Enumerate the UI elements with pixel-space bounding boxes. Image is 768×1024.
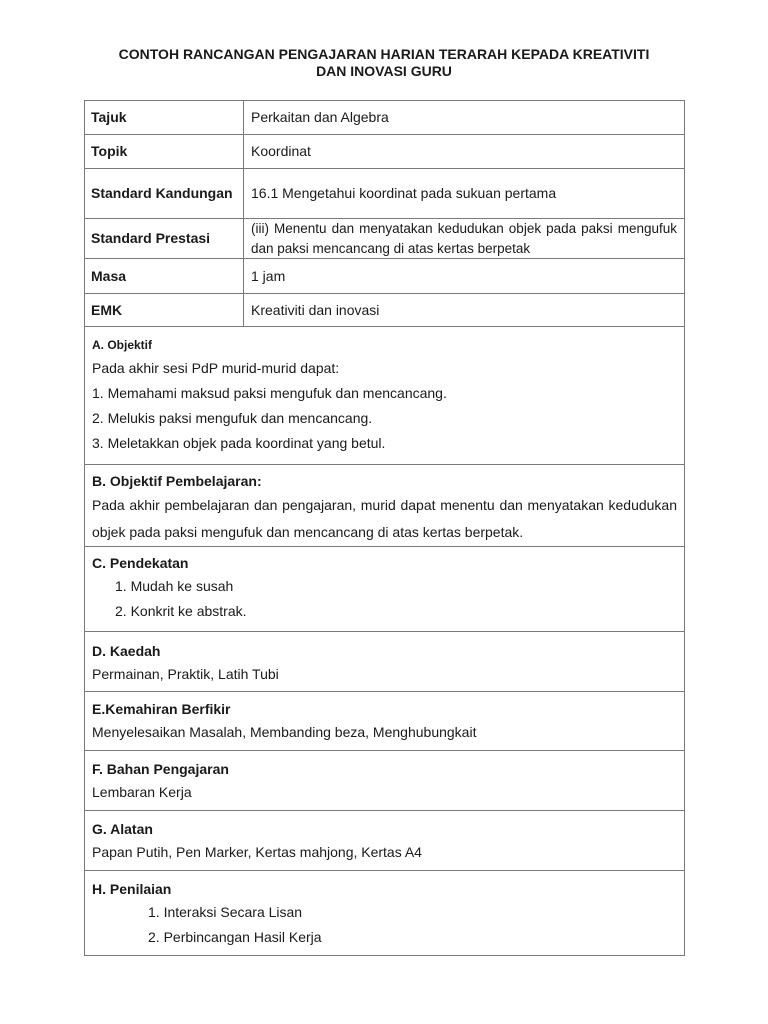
row-tajuk [84,100,685,135]
row-label: Masa [85,259,244,293]
row-topik [84,135,685,169]
section-text: Lembaran Kerja [92,784,192,800]
section-heading: A. Objektif [92,338,153,352]
row-emk [84,294,685,327]
list-item: 1. Memahami maksud paksi mengufuk dan mencancang. [92,385,447,401]
section-text: Papan Putih, Pen Marker, Kertas mahjong, Kertas A4 [92,844,422,860]
section-heading: D. Kaedah [92,643,161,659]
row-standard-kandungan [84,169,685,219]
section-heading: H. Penilaian [92,881,172,897]
section-bahan-pengajaran [84,751,685,811]
section-heading: B. Objektif Pembelajaran: [92,473,262,489]
row-value: (iii) Menentu dan menyatakan kedudukan objek pada paksi mengufuk dan paksi mencancang di atas kertas berpetak [251,220,677,256]
list-item: 2. Konkrit ke abstrak. [115,603,247,619]
section-penilaian [84,871,685,956]
section-objektif-pembelajaran [84,465,685,547]
row-label: Standard Kandungan [85,169,244,218]
page-title [84,46,684,80]
row-value: 16.1 Mengetahui koordinat pada sukuan pertama [251,185,557,201]
row-standard-prestasi [84,219,685,259]
section-text: Menyelesaikan Masalah, Membanding beza, Menghubungkait [92,724,477,740]
section-kaedah [84,632,685,692]
list-item: 3. Meletakkan objek pada koordinat yang betul. [92,435,386,451]
section-objektif [84,327,685,465]
row-value: Koordinat [251,143,311,159]
row-value: 1 jam [251,267,286,284]
section-text: Pada akhir sesi PdP murid-murid dapat: [92,360,340,376]
list-item: 1. Interaksi Secara Lisan [148,904,303,920]
row-label: Standard Prestasi [85,219,244,258]
section-text: Pada akhir pembelajaran dan pengajaran, murid dapat menentu dan menyatakan kedudukan objek pada paksi mengufuk dan mencancang di atas kertas berpetak. [92,497,677,540]
lesson-plan-table [84,100,685,956]
section-heading: F. Bahan Pengajaran [92,761,229,777]
row-value: Perkaitan dan Algebra [251,109,389,125]
row-label: Topik [85,135,244,168]
row-label: Tajuk [85,101,244,134]
list-item: 1. Mudah ke susah [115,578,234,594]
list-item: 2. Melukis paksi mengufuk dan mencancang. [92,410,373,426]
section-pendekatan [84,547,685,632]
section-heading: C. Pendekatan [92,555,189,571]
section-kemahiran-berfikir [84,692,685,751]
title-line-1: CONTOH RANCANGAN PENGAJARAN HARIAN TERARAH KEPADA KREATIVITI [118,46,650,62]
section-alatan [84,811,685,871]
row-label: EMK [85,294,244,326]
row-value: Kreativiti dan inovasi [251,301,380,318]
section-heading: E.Kemahiran Berfikir [92,701,231,717]
row-masa [84,259,685,294]
list-item: 2. Perbincangan Hasil Kerja [148,929,322,945]
title-line-2: DAN INOVASI GURU [316,63,452,79]
section-text: Permainan, Praktik, Latih Tubi [92,666,279,682]
section-heading: G. Alatan [92,821,153,837]
